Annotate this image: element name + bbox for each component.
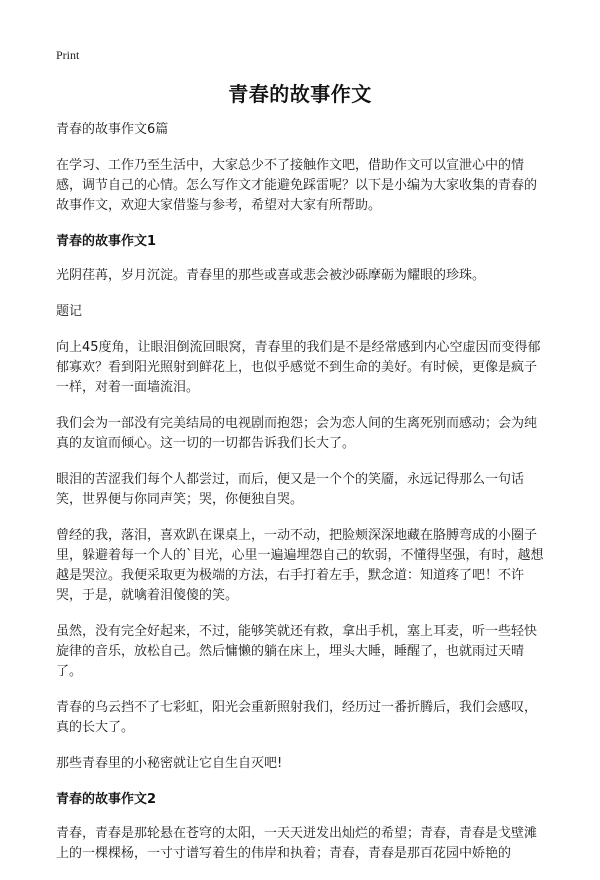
paragraph: 青春，青春是那轮悬在苍穹的太阳，一天天迸发出灿烂的希望；青春，青春是戈壁滩上的一棵棵杨，一寸寸谱写着生的伟岸和执着；青春，青春是那百花园中娇艳的 <box>56 826 538 861</box>
intro-paragraph: 在学习、工作乃至生活中，大家总少不了接触作文吧，借助作文可以宣泄心中的情感，调节自己的心情。怎么写作文才能避免踩雷呢？以下是小编为大家收集的青春的故事作文，欢迎大家借鉴与参考，希望对大家有所帮助。 <box>56 158 538 213</box>
section-heading-2: 青春的故事作文2 <box>56 792 157 807</box>
page-title: 青春的故事作文 <box>228 82 372 106</box>
paragraph: 向上45度角，让眼泪倒流回眼窝，青春里的我们是不是经常感到内心空虚因而变得郁郁寡欢？看到阳光照射到鲜花上，也似乎感觉不到生命的美好。有时候，更像是疯子一样，对着一面墙流泪。 <box>56 340 541 395</box>
article-subtitle: 青春的故事作文6篇 <box>56 122 169 137</box>
print-link[interactable]: Print <box>56 48 80 62</box>
paragraph: 青春的乌云挡不了七彩虹，阳光会重新照射我们，经历过一番折腾后，我们会感叹，真的长大了。 <box>56 700 538 735</box>
section-heading-1: 青春的故事作文1 <box>56 234 157 249</box>
paragraph-epigraph-label: 题记 <box>56 304 83 319</box>
paragraph: 光阴荏苒，岁月沉淀。青春里的那些或喜或悲会被沙砾摩砺为耀眼的珍珠。 <box>56 268 486 283</box>
paragraph: 眼泪的苦涩我们每个人都尝过，而后，便又是一个个的笑靥，永远记得那么一句话笑，世界便与你同声笑；哭，你便独自哭。 <box>56 472 525 507</box>
article-body <box>56 120 546 880</box>
paragraph: 虽然，没有完全好起来，不过，能够笑就还有救，拿出手机，塞上耳麦，听一些轻快旋律的音乐，放松自己。然后慵懒的躺在床上，埋头大睡，睡醒了，也就雨过天晴了。 <box>56 624 538 679</box>
paragraph: 我们会为一部没有完美结局的电视剧而抱怨；会为恋人间的生离死别而感动；会为纯真的友谊而倾心。这一切的一切都告诉我们长大了。 <box>56 416 538 451</box>
paragraph: 那些青春里的小秘密就让它自生自灭吧! <box>56 756 283 771</box>
paragraph: 曾经的我，落泪，喜欢趴在课桌上，一动不动，把脸颊深深地藏在胳膊弯成的小圈子里，躲避着每一个人的`目光，心里一遍遍埋怨自己的软弱，不懂得坚强，有时，越想越是哭泣。我便采取更为极端的方法，右手打着左手，默念道：知道疼了吧！不许哭，于是，就噙着泪傻傻的笑。 <box>56 528 544 603</box>
